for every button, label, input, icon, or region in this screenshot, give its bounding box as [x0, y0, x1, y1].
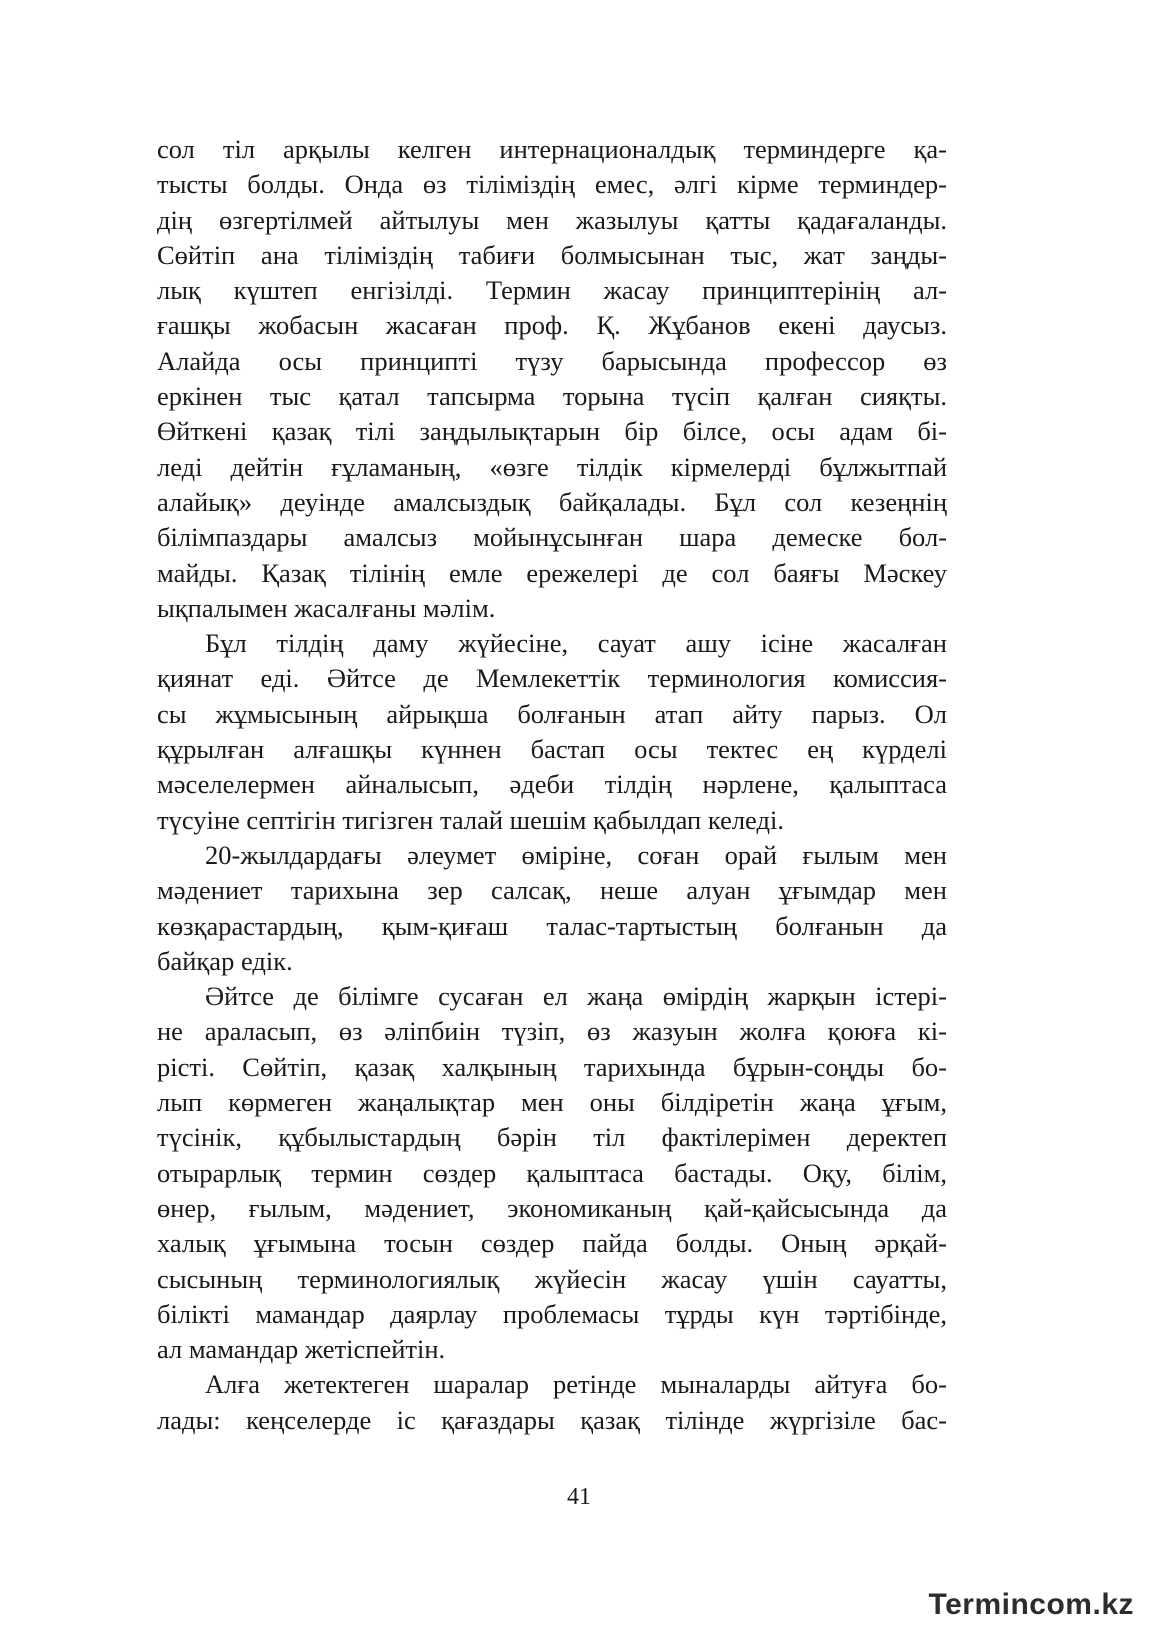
page-body — [157, 132, 947, 1438]
text-line: түсуіне септігін тигізген талай шешім қабылдап келеді. — [157, 804, 784, 835]
text-line: Әйтсе де білімге сусаған ел жаңа өмірдің жарқын істері- — [205, 981, 947, 1012]
text-line: өнер, ғылым, мәдениет, экономиканың қай-қайсысында да — [157, 1192, 947, 1223]
text-line: лып көрмеген жаңалықтар мен оны білдіретін жаңа ұғым, — [157, 1087, 947, 1118]
text-line: отырарлық термин сөздер қалыптаса бастады. Оқу, білім, — [157, 1157, 947, 1188]
text-line: лық күштеп енгізілді. Термин жасау принциптерінің ал- — [157, 275, 947, 306]
paragraph-3 — [157, 838, 947, 979]
watermark-text: Terminсom.kz — [928, 1588, 1134, 1621]
text-line: білікті мамандар даярлау проблемасы тұрды күн тәртібінде, — [157, 1298, 947, 1329]
text-line: леді дейтін ғұламаның, «өзге тілдік кірмелерді бұлжытпай — [157, 451, 947, 482]
paragraph-2 — [157, 626, 947, 838]
text-line: құрылған алғашқы күннен бастап осы тектес ең күрделі — [157, 734, 947, 765]
text-line: ғашқы жобасын жасаған проф. Қ. Жұбанов екені даусыз. — [157, 310, 947, 341]
text-line: алайық» деуінде амалсыздық байқалады. Бұл сол кезеңнің — [157, 486, 947, 517]
text-line: сы жұмысының айрықша болғанын атап айту парыз. Ол — [157, 698, 947, 729]
paragraph-5 — [157, 1367, 947, 1438]
text-line: мәселелермен айналысып, әдеби тілдің нәрлене, қалыптаса — [157, 769, 947, 800]
text-line: лады: кеңселерде іс қағаздары қазақ тілінде жүргізіле бас- — [157, 1404, 947, 1435]
paragraph-1 — [157, 132, 947, 626]
text-line: рісті. Сөйтіп, қазақ халқының тарихында бұрын-соңды бо- — [157, 1051, 947, 1082]
text-line: қиянат еді. Әйтсе де Мемлекеттік терминология комиссия- — [157, 663, 947, 694]
text-line: білімпаздары амалсыз мойынұсынған шара демеске бол- — [157, 522, 947, 553]
page-number: 41 — [567, 1484, 591, 1510]
text-line: Алайда осы принципті түзу барысында профессор өз — [157, 345, 947, 376]
text-line: сысының терминологиялық жүйесін жасау үшін сауатты, — [157, 1263, 947, 1294]
text-line: не араласып, өз әліпбиін түзіп, өз жазуын жолға қоюға кі- — [157, 1016, 947, 1047]
text-line: Алға жетектеген шаралар ретінде мыналарды айтуға бо- — [205, 1369, 947, 1400]
text-line: ықпалымен жасалғаны мәлім. — [157, 592, 496, 623]
text-line: дің өзгертілмей айтылуы мен жазылуы қатты қадағаланды. — [157, 204, 947, 235]
text-line: мәдениет тарихына зер салсақ, неше алуан ұғымдар мен — [157, 875, 947, 906]
text-line: халық ұғымына тосын сөздер пайда болды. Оның әрқай- — [157, 1228, 947, 1259]
text-line: сол тіл арқылы келген интернационалдық терминдерге қа- — [157, 134, 947, 164]
text-line: еркінен тыс қатал тапсырма торына түсіп қалған сияқты. — [157, 381, 947, 412]
text-line: байқар едік. — [157, 945, 293, 976]
text-line: Сөйтіп ана тіліміздің табиғи болмысынан тыс, жат заңды- — [157, 239, 947, 270]
text-line: тысты болды. Онда өз тіліміздің емес, әлгі кірме терминдер- — [157, 169, 947, 200]
watermark-logo — [929, 1587, 1135, 1623]
text-line: түсінік, құбылыстардың бәрін тіл фактілерімен деректеп — [157, 1122, 947, 1153]
text-line: көзқарастардың, қым-қиғаш талас-тартыстың болғанын да — [157, 910, 947, 941]
text-line: майды. Қазақ тілінің емле ережелері де сол баяғы Мәскеу — [157, 557, 947, 588]
text-line: ал мамандар жетіспейтін. — [157, 1334, 446, 1365]
text-line: 20-жылдардағы әлеумет өміріне, соған орай ғылым мен — [205, 839, 947, 870]
text-line: Өйткені қазақ тілі заңдылықтарын бір білсе, осы адам бі- — [157, 416, 947, 447]
text-line: Бұл тілдің даму жүйесіне, сауат ашу ісіне жасалған — [205, 628, 947, 659]
paragraph-4 — [157, 979, 947, 1367]
